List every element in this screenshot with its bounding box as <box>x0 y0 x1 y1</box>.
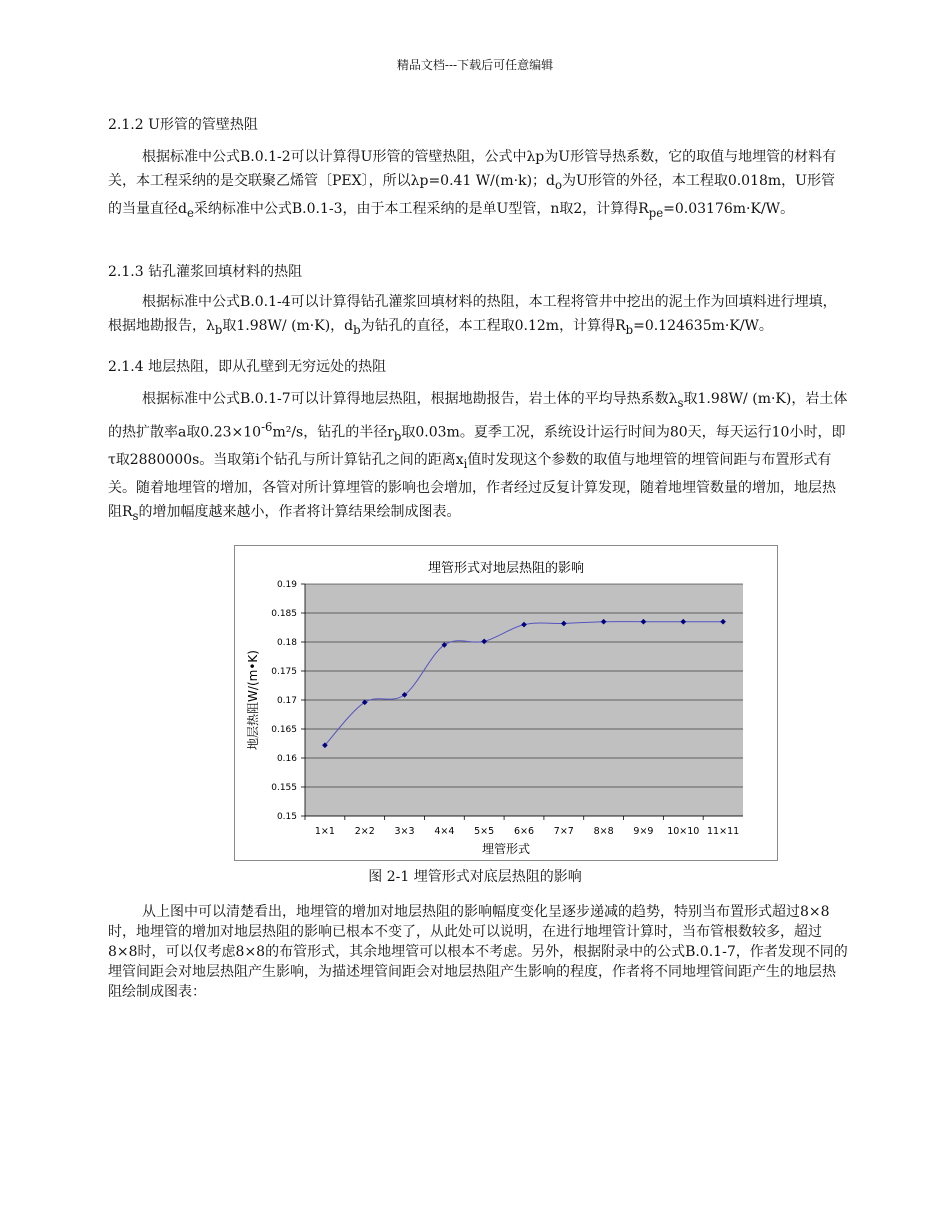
x-tick-label: 1×1 <box>314 826 335 837</box>
y-tick-label: 0.16 <box>276 754 297 764</box>
section-title: 2.1.3 钻孔灌浆回填材料的热阻 <box>108 264 303 280</box>
x-tick-label: 10×10 <box>667 826 700 837</box>
x-tick-label: 3×3 <box>394 826 415 837</box>
section-2-1-4 <box>108 357 848 528</box>
y-tick-label: 0.15 <box>276 812 297 822</box>
y-tick-label: 0.185 <box>271 609 297 619</box>
chart-frame <box>234 545 778 861</box>
x-tick-label: 4×4 <box>434 826 455 837</box>
page-header: 精品文档---下载后可任意编辑 <box>396 58 554 72</box>
x-tick-label: 2×2 <box>354 826 375 837</box>
section-2-1-3 <box>108 262 848 342</box>
x-tick-label: 11×11 <box>707 826 740 837</box>
x-tick-label: 6×6 <box>513 826 535 837</box>
y-tick-label: 0.19 <box>276 580 297 590</box>
y-tick-label: 0.18 <box>276 638 297 648</box>
section-title: 2.1.4 地层热阻，即从孔壁到无穷远处的热阻 <box>108 359 387 375</box>
y-tick-label: 0.175 <box>271 667 297 677</box>
paragraph: 根据标准中公式B.0.1-7可以计算得地层热阻，根据地勘报告，岩土体的平均导热系数$\lambda_s$取1.98W/ (m·K)，岩土体的热扩散率a取$0.23\times 10^{-6}m^2/s$，钻孔的半径$r_b$取0.03m。夏季工况，系统设计运行时间为80天，每天运行10小时，即τ取2880000s。当取第i个钻孔与所计算钻孔之间的距离$x_i$值时发现这个参数的取值与地埋管的埋管间距与布置形式有关。随着地埋管的增加，各管对所计算埋管的影响也会增加，作者经过反复计算发现，随着地埋管数量的增加，地层热阻$R_s$的增加幅度越来越小，作者将计算结果绘制成图表。 <box>108 391 848 523</box>
chart-title: 埋管形式对地层热阻的影响 <box>427 561 585 576</box>
figure-caption: 图 2-1 埋管形式对底层热阻的影响 <box>368 869 582 885</box>
paragraph: 根据标准中公式B.0.1-4可以计算得钻孔灌浆回填材料的热阻，本工程将管井中挖出的泥土作为回填料进行埋填，根据地勘报告，$\lambda_b$取1.98W/ (m·K)，$d_b$为钻孔的直径，本工程取0.12m，计算得$R_b=0.124635m\cdot K/W$。 <box>108 294 837 337</box>
section-title: 2.1.2 U形管的管壁热阻 <box>108 117 258 133</box>
x-axis-label: 埋管形式 <box>481 842 531 856</box>
section-2-1-2 <box>108 115 848 225</box>
x-tick-label: 5×5 <box>474 826 495 837</box>
paragraph: 根据标准中公式B.0.1-2可以计算得U形管的管壁热阻，公式中λp为U形管导热系数，它的取值与地埋管的材料有关，本工程采纳的是交联聚乙烯管〔PEX〕，所以λp=0.41 W/(m·k)；$d_o$为U形管的外径，本工程取0.018m，U形管的当量直径$d_e$采纳标准中公式B.0.1-3，由于本工程采纳的是单U型管，n取2，计算得$R_{pe}=0.03176m\cdot K/W$。 <box>108 149 837 220</box>
y-tick-label: 0.17 <box>276 696 297 706</box>
line-chart <box>235 546 777 860</box>
x-tick-label: 7×7 <box>553 826 574 837</box>
x-tick-label: 9×9 <box>633 826 654 837</box>
conclusion-section <box>108 902 848 1002</box>
y-tick-label: 0.155 <box>271 783 297 793</box>
y-tick-label: 0.165 <box>271 725 297 735</box>
y-axis-label: 地层热阻W/(m•K) <box>246 650 260 750</box>
x-tick-label: 8×8 <box>593 826 614 837</box>
paragraph: 从上图中可以清楚看出，地埋管的增加对地层热阻的影响幅度变化呈逐步递减的趋势，特别当布置形式超过8×8时，地埋管的增加对地层热阻的影响已根本不变了，从此处可以说明，在进行地埋管计算时，当布管根数较多，超过8×8时，可以仅考虑8×8的布管形式，其余地埋管可以根本不考虑。另外，根据附录中的公式B.0.1-7，作者发现不同的埋管间距会对地层热阻产生影响，为描述埋管间距会对地层热阻产生影响的程度，作者将不同地埋管间距产生的地层热阻绘制成图表： <box>108 904 848 1000</box>
